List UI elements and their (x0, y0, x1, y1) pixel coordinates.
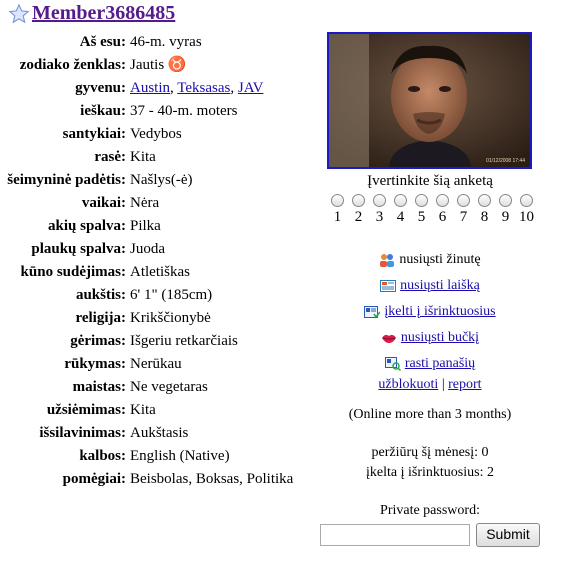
profile-value: English (Native) (130, 448, 230, 464)
profile-label: religija: (75, 310, 126, 326)
rating-number: 10 (519, 209, 534, 225)
rating-option[interactable] (390, 194, 411, 225)
private-password-input[interactable] (320, 524, 470, 546)
profile-row (6, 445, 306, 468)
profile-row (6, 468, 306, 491)
send-letter-action[interactable] (320, 273, 540, 299)
profile-value: Juoda (130, 241, 165, 257)
online-status: (Online more than 3 months) (348, 407, 512, 422)
profile-value: Vedybos (130, 126, 182, 142)
send-kiss-action[interactable] (320, 325, 540, 351)
rating-number: 8 (480, 209, 489, 225)
profile-value: Pilka (130, 218, 161, 234)
send-message-action[interactable] (320, 247, 540, 273)
rating-radio[interactable] (499, 194, 512, 207)
rating-radio[interactable] (457, 194, 470, 207)
add-favorites-link[interactable]: įkelti į išrinktuosius (384, 304, 496, 319)
search-profile-icon (385, 357, 401, 371)
location-link[interactable]: JAV (237, 80, 264, 96)
rating-option[interactable] (453, 194, 474, 225)
profile-row (6, 284, 306, 307)
location-link[interactable]: Austin (130, 80, 171, 96)
profile-value: 37 - 40-m. moters (130, 103, 238, 119)
rating-radio[interactable] (352, 194, 365, 207)
profile-label: rasė: (94, 149, 126, 165)
rating-number: 9 (501, 209, 510, 225)
profile-value: Išgeriu retkarčiais (130, 333, 238, 349)
rating-radio[interactable] (478, 194, 491, 207)
location-link[interactable]: Teksasas (177, 80, 231, 96)
profile-label: užsiėmimas: (46, 402, 126, 418)
profile-label: ieškau: (80, 103, 126, 119)
rating-number: 4 (396, 209, 405, 225)
report-link[interactable]: report (448, 377, 482, 392)
profile-label: Aš esu: (79, 34, 126, 50)
rating-option[interactable] (516, 194, 537, 225)
member-name-link[interactable]: Member3686485 (32, 2, 176, 24)
profile-label: kūno sudėjimas: (20, 264, 126, 280)
profile-row (6, 54, 306, 77)
profile-value: Jautis ♉ (130, 57, 187, 73)
rating-title: Įvertinkite šią anketą (367, 173, 493, 189)
profile-row (6, 238, 306, 261)
profile-row (6, 353, 306, 376)
rating-option[interactable] (348, 194, 369, 225)
rating-radio[interactable] (415, 194, 428, 207)
profile-details-table (6, 31, 306, 491)
profile-row (6, 376, 306, 399)
profile-photo-image (329, 34, 530, 167)
profile-label: aukštis: (75, 287, 126, 303)
profile-row (6, 330, 306, 353)
rating-number: 6 (438, 209, 447, 225)
profile-value: Našlys(-ė) (130, 172, 193, 188)
profile-row (6, 192, 306, 215)
profile-value: Austin, Teksasas, JAV (130, 80, 264, 96)
profile-value: 46-m. vyras (130, 34, 202, 50)
private-password-form (320, 523, 540, 547)
rating-number: 3 (375, 209, 384, 225)
profile-row (6, 215, 306, 238)
profile-photo[interactable] (327, 32, 532, 169)
find-similar-link[interactable]: rasti panašių (404, 356, 476, 371)
profile-label: šeimyninė padėtis: (7, 172, 126, 188)
profile-stats (320, 443, 540, 483)
rating-radio-group (324, 194, 540, 225)
profile-row (6, 100, 306, 123)
profile-label: gėrimas: (70, 333, 126, 349)
profile-label: santykiai: (62, 126, 126, 142)
profile-row (6, 31, 306, 54)
rating-option[interactable] (411, 194, 432, 225)
profile-value: 6' 1" (185cm) (130, 287, 213, 303)
rating-option[interactable] (327, 194, 348, 225)
profile-label: pomėgiai: (62, 471, 126, 487)
profile-label: maistas: (72, 379, 126, 395)
profile-row (6, 146, 306, 169)
profile-value: Beisbolas, Boksas, Politika (130, 471, 294, 487)
favorites-card-icon (364, 305, 380, 319)
profile-label: vaikai: (81, 195, 126, 211)
favorites-count: įkelta į išrinktuosius: 2 (366, 465, 494, 480)
rating-radio[interactable] (373, 194, 386, 207)
profile-value: Nerūkau (130, 356, 182, 372)
profile-value: Krikščionybė (130, 310, 211, 326)
send-letter-link[interactable]: nusiųsti laišką (400, 278, 480, 293)
block-report-row (320, 377, 540, 393)
letter-icon (380, 279, 396, 293)
profile-header (8, 2, 175, 25)
views-count: peržiūrų šį mėnesį: 0 (371, 445, 489, 460)
block-link[interactable]: užblokuoti (378, 377, 439, 392)
profile-row (6, 123, 306, 146)
profile-row (6, 169, 306, 192)
lips-icon (381, 331, 397, 345)
rating-option[interactable] (432, 194, 453, 225)
rating-option[interactable] (474, 194, 495, 225)
star-icon[interactable] (8, 3, 30, 25)
profile-value: Atletiškas (130, 264, 190, 280)
send-kiss-link[interactable]: nusiųsti bučkį (400, 330, 480, 345)
profile-label: plaukų spalva: (31, 241, 126, 257)
profile-value: Aukštasis (130, 425, 189, 441)
rating-option[interactable] (369, 194, 390, 225)
find-similar-action[interactable] (320, 351, 540, 377)
photo-timestamp: 01/12/2008 17:44 (486, 158, 525, 164)
profile-value: Ne vegetaras (130, 379, 208, 395)
profile-label: išsilavinimas: (39, 425, 126, 441)
profile-row (6, 77, 306, 100)
profile-value: Kita (130, 149, 156, 165)
profile-label: rūkymas: (64, 356, 126, 372)
people-icon (379, 253, 395, 267)
right-panel (320, 32, 540, 547)
send-message-label[interactable]: nusiųsti žinutę (399, 252, 481, 267)
private-password-label: Private password: (380, 503, 480, 518)
rating-number: 5 (417, 209, 426, 225)
add-favorites-action[interactable] (320, 299, 540, 325)
rating-radio[interactable] (331, 194, 344, 207)
profile-label: gyvenu: (75, 80, 126, 96)
profile-label: kalbos: (79, 448, 126, 464)
profile-row (6, 307, 306, 330)
profile-actions (320, 247, 540, 393)
rating-option[interactable] (495, 194, 516, 225)
link-separator: | (441, 377, 445, 392)
profile-value: Nėra (130, 195, 160, 211)
profile-row (6, 422, 306, 445)
profile-value: Kita (130, 402, 156, 418)
rating-number: 7 (459, 209, 468, 225)
rating-radio[interactable] (520, 194, 533, 207)
profile-label: akių spalva: (48, 218, 126, 234)
profile-label: zodiako ženklas: (19, 57, 126, 73)
rating-radio[interactable] (436, 194, 449, 207)
submit-button[interactable]: Submit (476, 523, 540, 547)
rating-number: 2 (354, 209, 363, 225)
profile-row (6, 399, 306, 422)
rating-number: 1 (333, 209, 342, 225)
profile-row (6, 261, 306, 284)
rating-radio[interactable] (394, 194, 407, 207)
